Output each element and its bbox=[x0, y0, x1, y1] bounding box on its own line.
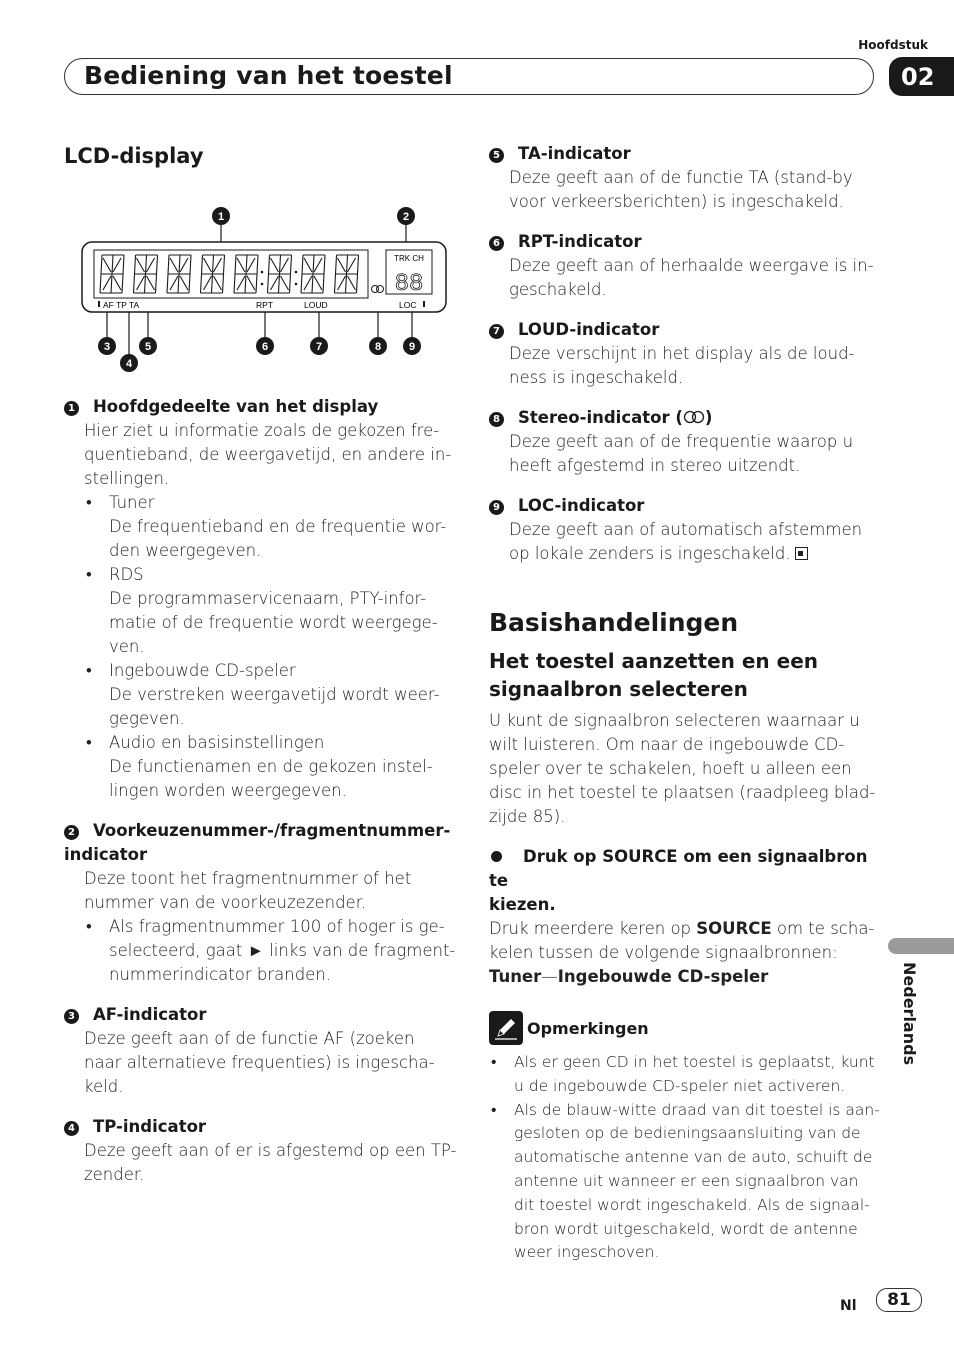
item-6-title: 6 RPT-indicator bbox=[489, 230, 884, 254]
item-1-bullets bbox=[84, 491, 459, 803]
basis-heading: Basishandelingen bbox=[489, 608, 739, 637]
callout-5 bbox=[139, 337, 157, 355]
callout-1 bbox=[212, 207, 230, 225]
callout-8 bbox=[369, 337, 387, 355]
list-item: • Als fragmentnummer 100 of hoger is ge- selecteerd, gaat ► links van de fragment- nummerindicator branden. bbox=[84, 915, 459, 987]
callout-7 bbox=[310, 337, 328, 355]
callout-2 bbox=[397, 207, 415, 225]
basis-subheading: Het toestel aanzetten en een signaalbron selecteren bbox=[489, 649, 818, 701]
svg-text:8: 8 bbox=[374, 341, 382, 353]
page-title: Bediening van het toestel bbox=[84, 61, 453, 90]
trk-ch-label: TRK CH bbox=[394, 254, 424, 263]
num-1: 1 bbox=[64, 401, 79, 416]
lcd-display-figure bbox=[78, 200, 458, 380]
item-5-body: Deze geeft aan of de functie TA (stand-by voor verkeersberichten) is ingeschakeld. bbox=[509, 168, 853, 211]
item-7-body: Deze verschijnt in het display als de loud- ness is ingeschakeld. bbox=[509, 344, 855, 387]
step-bullet-icon bbox=[491, 851, 502, 862]
list-item: • Als er geen CD in het toestel is geplaatst, kunt u de ingebouwde CD-speler niet activeren. bbox=[489, 1051, 884, 1099]
svg-text:6: 6 bbox=[261, 341, 269, 353]
item-6-body: Deze geeft aan of herhaalde weergave is in- geschakeld. bbox=[509, 256, 874, 299]
step-title: Druk op SOURCE om een signaalbron te kiezen. bbox=[489, 847, 868, 914]
left-column bbox=[64, 395, 459, 1187]
callout-6 bbox=[256, 337, 274, 355]
num-8: 8 bbox=[489, 412, 504, 427]
item-1-body: Hier ziet u informatie zoals de gekozen fre- quentieband, de weergavetijd, en andere in- stellingen. • Tuner De frequentieband en de frequentie wor- den weergegeven. • RDS De programmaservicenaam, PTY-infor- matie of de frequentie wordt weergege- ven. • Ingebouwde CD-speler De verstreken weergavetijd wordt weer- gegeven. • Audio en basisinstellingen De functienamen en de gekozen instel- lingen worden weergegeven. bbox=[64, 419, 459, 803]
num-3: 3 bbox=[64, 1009, 79, 1024]
loc-label: LOC bbox=[399, 300, 417, 310]
basis-intro: U kunt de signaalbron selecteren waarnaar u wilt luisteren. Om naar de ingebouwde CD- speler over te schakelen, hoeft u alleen een disc in het toestel te plaatsen (raadpleeg blad- zijde 85). bbox=[489, 711, 876, 826]
list-item: • Tuner De frequentieband en de frequentie wor- den weergegeven. bbox=[84, 491, 459, 563]
item-3-title: 3 AF-indicator bbox=[64, 1003, 459, 1027]
num-2: 2 bbox=[64, 825, 79, 840]
notes-header bbox=[489, 1011, 884, 1045]
svg-text:9: 9 bbox=[408, 341, 416, 353]
item-9-body: Deze geeft aan of automatisch afstemmen op lokale zenders is ingeschakeld. bbox=[509, 520, 863, 563]
right-column bbox=[489, 142, 884, 1265]
num-5: 5 bbox=[489, 148, 504, 163]
svg-text:7: 7 bbox=[315, 341, 323, 353]
num-7: 7 bbox=[489, 324, 504, 339]
item-4-title: 4 TP-indicator bbox=[64, 1115, 459, 1139]
svg-text:2: 2 bbox=[402, 211, 410, 223]
list-item: • Audio en basisinstellingen De functienamen en de gekozen instel- lingen worden weergegeven. bbox=[84, 731, 459, 803]
item-2-title: 2 Voorkeuzenummer-/fragmentnummer- indicator bbox=[64, 821, 451, 864]
item-3-body: Deze geeft aan of de functie AF (zoeken naar alternatieve frequenties) is ingescha- keld. bbox=[84, 1029, 435, 1096]
list-item: • Als de blauw-witte draad van dit toestel is aan- gesloten op de bedieningsaansluiting van de automatische antenne van de auto, schuift de antenne uit wanneer er een signaalbron van dit toestel wordt ingeschakeld. Als de signaal- bron wordt uitgeschakeld, wordt de antenne weer ingeschoven. bbox=[489, 1099, 884, 1266]
num-6: 6 bbox=[489, 236, 504, 251]
num-9: 9 bbox=[489, 500, 504, 515]
item-5-title: 5 TA-indicator bbox=[489, 142, 884, 166]
lcd-heading: LCD-display bbox=[64, 144, 204, 168]
note-pencil-icon bbox=[489, 1011, 523, 1045]
mini-digits: 88 bbox=[394, 271, 424, 298]
item-1-title: 1 Hoofdgedeelte van het display bbox=[64, 395, 459, 419]
rpt-label: RPT bbox=[256, 300, 273, 310]
step-body: Druk meerdere keren op SOURCE om te scha- kelen tussen de volgende signaalbronnen: Tuner—Ingebouwde CD-speler bbox=[489, 919, 875, 986]
item-4-body: Deze geeft aan of er is afgestemd op een TP- zender. bbox=[84, 1141, 457, 1184]
end-of-section-icon bbox=[795, 547, 808, 560]
loud-label: LOUD bbox=[304, 300, 328, 310]
notes-heading: Opmerkingen bbox=[527, 1018, 649, 1038]
svg-text:4: 4 bbox=[125, 358, 133, 370]
language-tab bbox=[888, 938, 954, 954]
chapter-badge: 02 bbox=[889, 57, 954, 96]
item-8-title: 8 Stereo-indicator ( ) bbox=[489, 406, 884, 430]
item-7-title: 7 LOUD-indicator bbox=[489, 318, 884, 342]
item-2-bullets bbox=[84, 915, 459, 987]
af-tp-ta-label: AF TP TA bbox=[103, 300, 140, 310]
list-item: • RDS De programmaservicenaam, PTY-infor- matie of de frequentie wordt weergege- ven. bbox=[84, 563, 459, 659]
svg-text:1: 1 bbox=[217, 211, 225, 223]
footer-lang-code: Nl bbox=[840, 1298, 857, 1314]
svg-text:3: 3 bbox=[103, 341, 111, 353]
callout-3 bbox=[98, 337, 116, 355]
callout-4 bbox=[120, 354, 138, 372]
svg-text:5: 5 bbox=[144, 341, 152, 353]
chapter-label: Hoofdstuk bbox=[858, 38, 928, 52]
item-8-body: Deze geeft aan of de frequentie waarop u heeft afgestemd in stereo uitzendt. bbox=[509, 432, 854, 475]
page-number: 81 bbox=[876, 1288, 922, 1312]
notes-list bbox=[489, 1051, 884, 1265]
item-9-title: 9 LOC-indicator bbox=[489, 494, 884, 518]
language-label: Nederlands bbox=[900, 962, 919, 1066]
callout-9 bbox=[403, 337, 421, 355]
list-item: • Ingebouwde CD-speler De verstreken weergavetijd wordt weer- gegeven. bbox=[84, 659, 459, 731]
item-2-body: Deze toont het fragmentnummer of het nummer van de voorkeuzezender. • Als fragmentnummer 100 of hoger is ge- selecteerd, gaat ► links van de fragment- nummerindicator branden. bbox=[64, 867, 459, 987]
num-4: 4 bbox=[64, 1121, 79, 1136]
stereo-icon bbox=[683, 410, 705, 424]
